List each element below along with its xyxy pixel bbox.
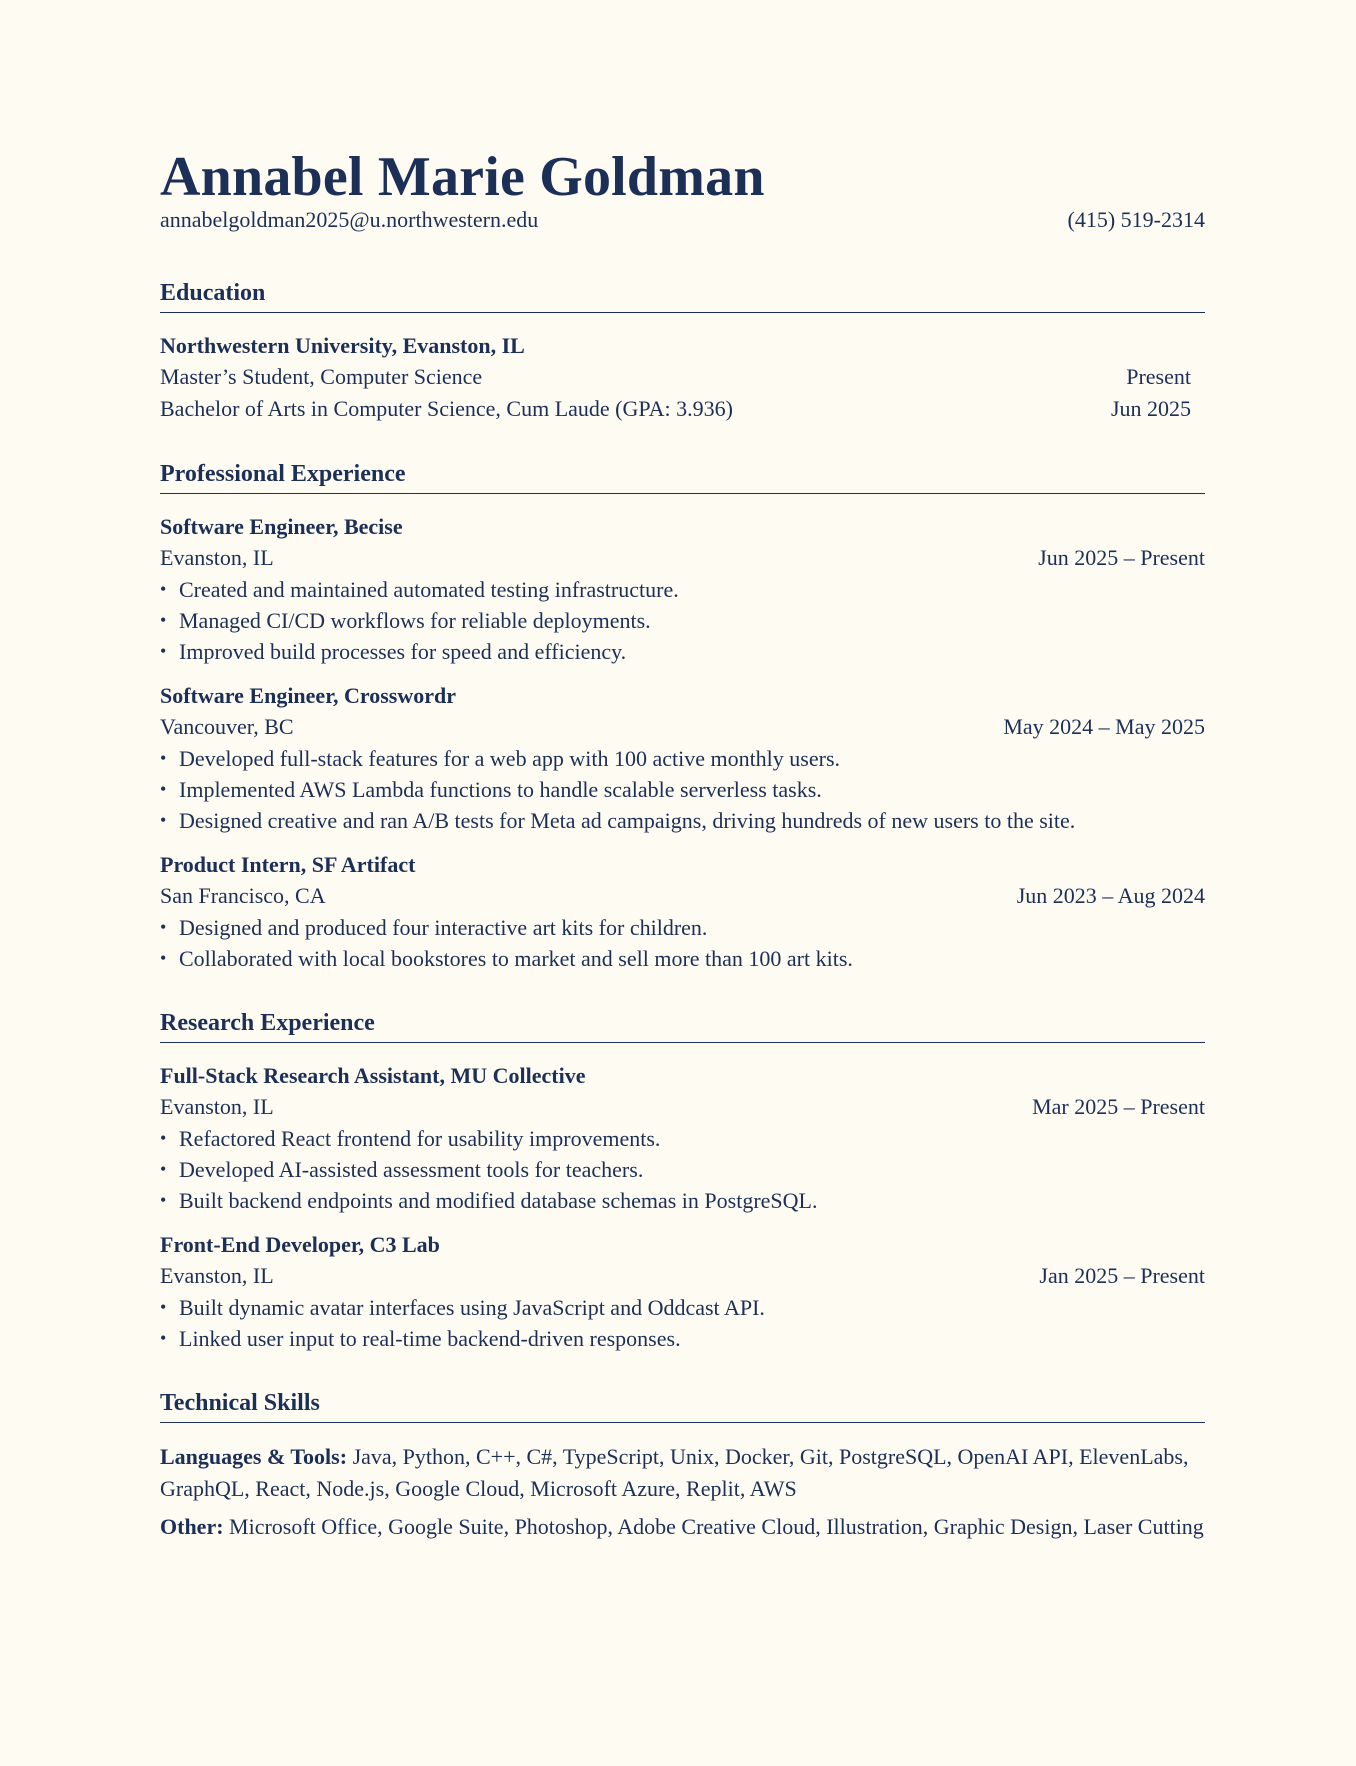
bullet-dot-icon: • xyxy=(160,748,167,768)
job-bullets xyxy=(160,912,1205,974)
job-entry xyxy=(160,681,1205,836)
section-title-research: Research Experience xyxy=(160,1008,1205,1043)
skills-other xyxy=(160,1511,1205,1543)
job-meta-row xyxy=(160,1260,1205,1292)
bullet-item: • Linked user input to real-time backend-driven responses. xyxy=(160,1323,1205,1354)
education-section xyxy=(160,278,1205,425)
email-address[interactable]: annabelgoldman2025@u.northwestern.edu xyxy=(160,207,539,232)
contact-row xyxy=(160,206,1205,234)
degree-text: Master’s Student, Computer Science xyxy=(160,364,483,389)
bullet-dot-icon: • xyxy=(160,610,167,630)
resume-header xyxy=(160,146,1205,234)
job-bullets xyxy=(160,743,1205,836)
bullet-item: • Refactored React frontend for usability improvements. xyxy=(160,1123,1205,1154)
bullet-item: • Built backend endpoints and modified database schemas in PostgreSQL. xyxy=(160,1185,1205,1216)
skills-other-label: Other: xyxy=(160,1514,224,1539)
bullet-dot-icon: • xyxy=(160,641,167,661)
job-dates: Jun 2023 – Aug 2024 xyxy=(1016,883,1205,908)
bullet-dot-icon: • xyxy=(160,1128,167,1148)
job-dates: Mar 2025 – Present xyxy=(1032,1094,1205,1119)
bullet-dot-icon: • xyxy=(160,1159,167,1179)
degree-text: Bachelor of Arts in Computer Science, Cum Laude (GPA: 3.936) xyxy=(160,396,733,421)
job-location: San Francisco, CA xyxy=(160,883,326,908)
bullet-item: • Improved build processes for speed and efficiency. xyxy=(160,636,1205,667)
job-dates: Jun 2025 – Present xyxy=(1038,545,1205,570)
job-title: Front-End Developer, C3 Lab xyxy=(160,1232,440,1257)
section-title-education: Education xyxy=(160,278,1205,313)
bullet-dot-icon: • xyxy=(160,1328,167,1348)
job-entry xyxy=(160,850,1205,974)
bullet-item: • Developed AI-assisted assessment tools for teachers. xyxy=(160,1154,1205,1185)
bullet-item: • Implemented AWS Lambda functions to handle scalable serverless tasks. xyxy=(160,774,1205,805)
bullet-item: • Created and maintained automated testing infrastructure. xyxy=(160,574,1205,605)
skills-other-list: Microsoft Office, Google Suite, Photoshop, Adobe Creative Cloud, Illustration, Graphic Design, Laser Cutting xyxy=(229,1514,1204,1539)
job-bullets xyxy=(160,1292,1205,1354)
job-title: Software Engineer, Becise xyxy=(160,514,403,539)
skills-languages-list: Java, Python, C++, C#, TypeScript, Unix, Docker, Git, PostgreSQL, OpenAI API, ElevenLabs, GraphQL, React, Node.js, Google Cloud, Microsoft Azure, Replit, AWS xyxy=(160,1444,1189,1501)
bullet-item: • Built dynamic avatar interfaces using JavaScript and Oddcast API. xyxy=(160,1292,1205,1323)
bullet-item: • Collaborated with local bookstores to market and sell more than 100 art kits. xyxy=(160,943,1205,974)
bullet-dot-icon: • xyxy=(160,579,167,599)
bullet-item: • Developed full-stack features for a web app with 100 active monthly users. xyxy=(160,743,1205,774)
degree-row xyxy=(160,361,1205,393)
job-entry xyxy=(160,512,1205,667)
job-meta-row xyxy=(160,542,1205,574)
school-name: Northwestern University, Evanston, IL xyxy=(160,333,525,358)
job-meta-row xyxy=(160,880,1205,912)
job-title: Product Intern, SF Artifact xyxy=(160,852,416,877)
degree-row xyxy=(160,393,1205,425)
job-location: Evanston, IL xyxy=(160,545,274,570)
bullet-dot-icon: • xyxy=(160,779,167,799)
bullet-item: • Designed creative and ran A/B tests for Meta ad campaigns, driving hundreds of new users to the site. xyxy=(160,805,1205,836)
section-title-professional: Professional Experience xyxy=(160,459,1205,494)
job-bullets xyxy=(160,1123,1205,1216)
job-location: Vancouver, BC xyxy=(160,714,294,739)
job-title: Full-Stack Research Assistant, MU Collective xyxy=(160,1063,586,1088)
job-title: Software Engineer, Crosswordr xyxy=(160,683,456,708)
section-title-skills: Technical Skills xyxy=(160,1388,1205,1423)
research-experience-section xyxy=(160,1008,1205,1354)
skills-languages xyxy=(160,1441,1205,1505)
job-entry xyxy=(160,1061,1205,1216)
job-bullets xyxy=(160,574,1205,667)
bullet-dot-icon: • xyxy=(160,1190,167,1210)
job-meta-row xyxy=(160,1091,1205,1123)
professional-experience-section xyxy=(160,459,1205,974)
bullet-dot-icon: • xyxy=(160,948,167,968)
bullet-item: • Managed CI/CD workflows for reliable deployments. xyxy=(160,605,1205,636)
job-dates: May 2024 – May 2025 xyxy=(1003,714,1205,739)
skills-languages-label: Languages & Tools: xyxy=(160,1444,348,1469)
education-entry xyxy=(160,331,1205,425)
job-location: Evanston, IL xyxy=(160,1263,274,1288)
bullet-dot-icon: • xyxy=(160,810,167,830)
job-entry xyxy=(160,1230,1205,1354)
bullet-item: • Designed and produced four interactive art kits for children. xyxy=(160,912,1205,943)
degree-date: Jun 2025 xyxy=(1110,396,1191,421)
job-meta-row xyxy=(160,711,1205,743)
phone-number[interactable]: (415) 519-2314 xyxy=(1067,207,1205,232)
candidate-name: Annabel Marie Goldman xyxy=(160,146,765,208)
technical-skills-section xyxy=(160,1388,1205,1543)
bullet-dot-icon: • xyxy=(160,1297,167,1317)
job-location: Evanston, IL xyxy=(160,1094,274,1119)
resume-page xyxy=(160,146,1205,1549)
bullet-dot-icon: • xyxy=(160,917,167,937)
job-dates: Jan 2025 – Present xyxy=(1039,1263,1205,1288)
degree-date: Present xyxy=(1126,364,1191,389)
